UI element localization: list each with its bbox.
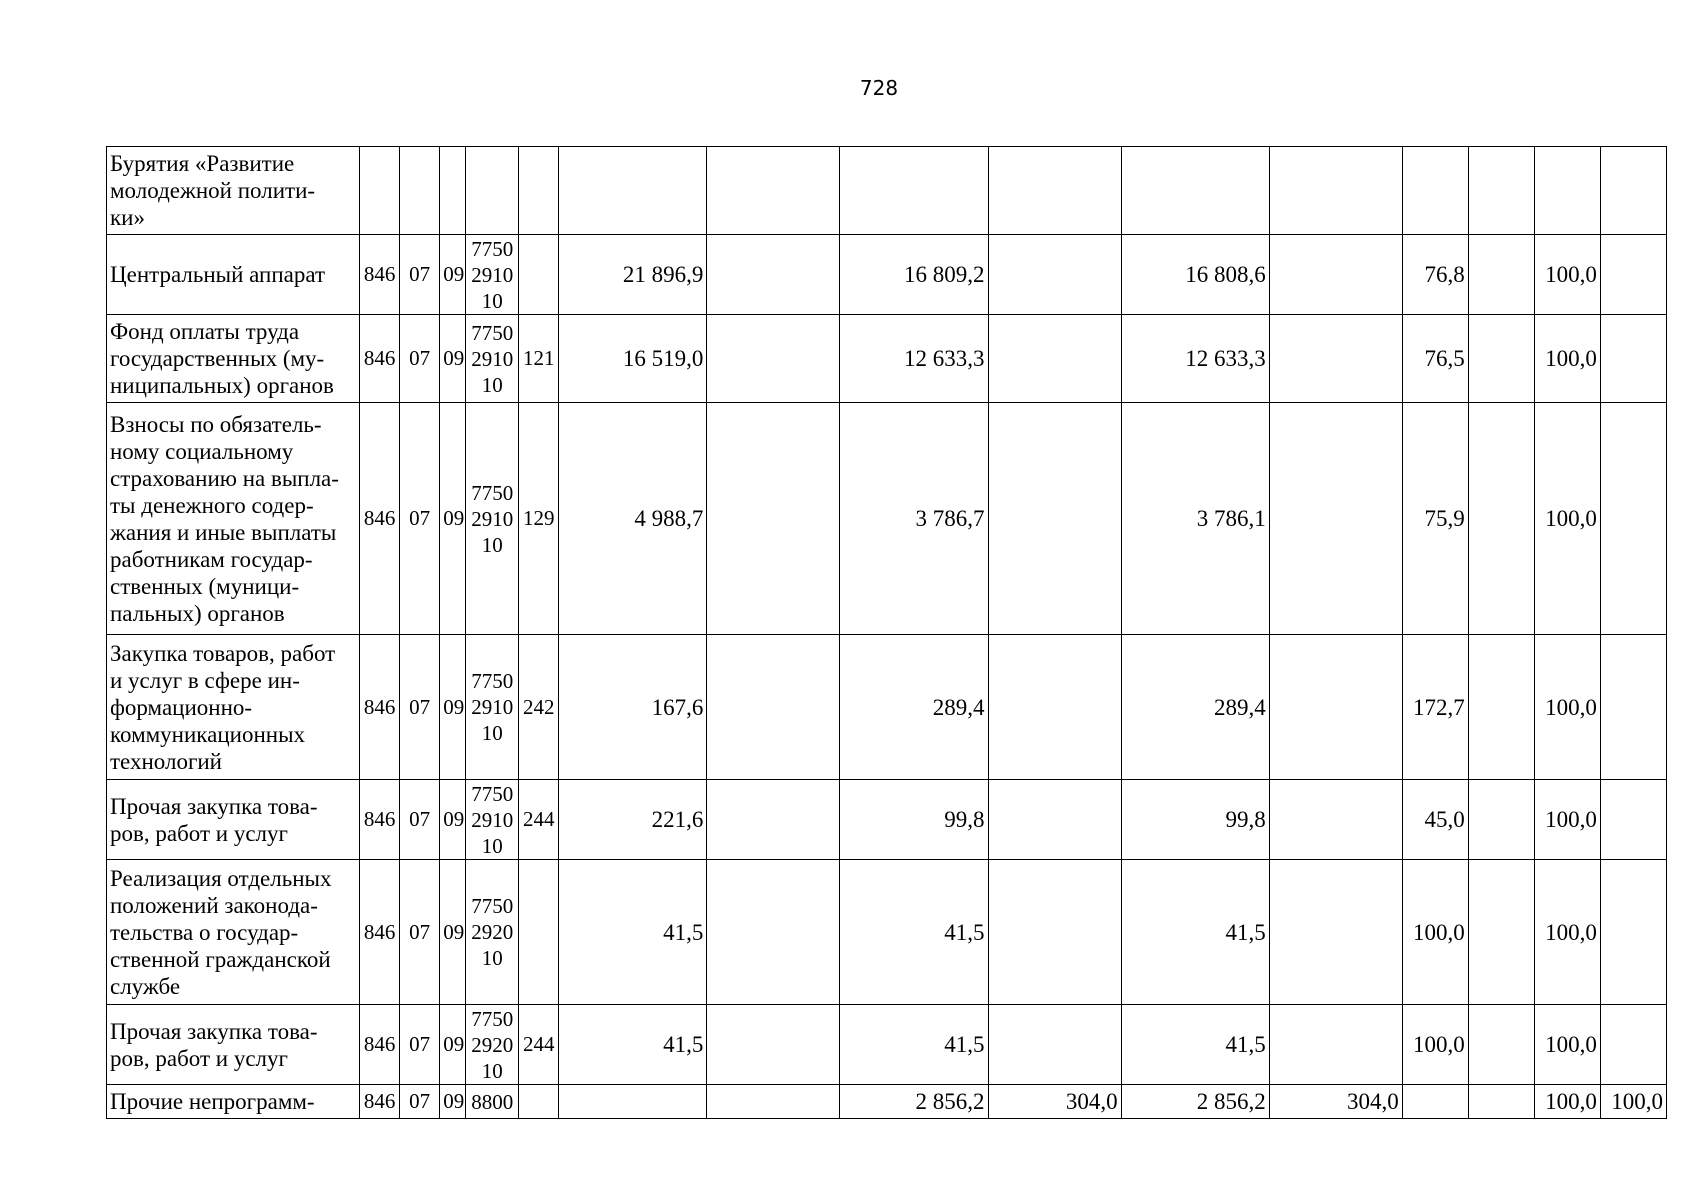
percent-cell [1600,147,1666,235]
target-article-cell [466,1005,519,1085]
percent-cell [1468,403,1534,635]
percent-cell: 100,0 [1534,235,1600,315]
value-cell [840,147,988,235]
percent-cell: 76,8 [1402,235,1468,315]
target-article-part: 7750 [471,781,514,806]
value-cell: 41,5 [559,1005,707,1085]
value-cell: 221,6 [559,780,707,860]
target-article-part: 10 [481,288,503,313]
percent-cell [1600,235,1666,315]
percent-cell [1402,1085,1468,1119]
value-cell [1269,315,1402,403]
value-cell [988,860,1121,1005]
value-cell: 167,6 [559,635,707,780]
percent-cell [1468,1005,1534,1085]
section-code-cell: 07 [400,860,440,1005]
percent-cell [1402,147,1468,235]
value-cell: 304,0 [1269,1085,1402,1119]
percent-cell [1534,147,1600,235]
name-line: государственных (му- [110,346,325,371]
section-code-cell: 07 [400,1085,440,1119]
value-cell [1269,860,1402,1005]
value-cell: 16 519,0 [559,315,707,403]
row-name [107,860,360,1005]
percent-cell: 100,0 [1534,635,1600,780]
name-line: Фонд оплаты труда [110,319,300,344]
target-article-cell [466,780,519,860]
table-row [107,147,1667,235]
target-article-part: 10 [481,946,503,970]
percent-cell [1600,860,1666,1005]
expense-type-cell: 129 [519,403,559,635]
value-cell [559,1085,707,1119]
value-cell: 3 786,1 [1121,403,1269,635]
percent-cell [1468,860,1534,1005]
percent-cell: 75,9 [1402,403,1468,635]
section-code-cell: 07 [400,315,440,403]
grbs-code-cell: 846 [360,860,400,1005]
target-article-part: 2910 [471,506,514,531]
target-article-cell [466,147,519,235]
percent-cell: 100,0 [1534,315,1600,403]
percent-cell [1600,780,1666,860]
expense-type-cell: 244 [519,780,559,860]
target-article-cell [466,635,519,780]
value-cell [707,147,840,235]
name-line: Прочая закупка това- [110,793,318,819]
section-code-cell: 07 [400,1005,440,1085]
percent-cell: 76,5 [1402,315,1468,403]
table-row [107,235,1667,315]
table-row [107,860,1667,1005]
value-cell [707,315,840,403]
name-line: Прочая закупка това- [110,1018,318,1044]
expense-type-cell [519,235,559,315]
value-cell [1269,147,1402,235]
page-number: 728 [859,76,899,100]
expense-type-cell: 121 [519,315,559,403]
value-cell: 4 988,7 [559,403,707,635]
value-cell: 304,0 [988,1085,1121,1119]
table-row [107,780,1667,860]
value-cell: 41,5 [840,1005,988,1085]
target-article-cell [466,860,519,1005]
value-cell: 41,5 [559,860,707,1005]
percent-cell [1468,1085,1534,1119]
expense-type-cell [519,147,559,235]
value-cell [988,235,1121,315]
name-line: страхованию на выпла- [110,465,339,491]
value-cell: 16 809,2 [840,235,988,315]
table-row [107,403,1667,635]
value-cell: 41,5 [1121,1005,1269,1085]
row-name [107,403,360,635]
name-line: жания и иные выплаты [110,519,337,545]
name-line: службе [110,973,181,999]
subsection-code-cell: 09 [440,235,466,315]
name-line: Закупка товаров, работ [110,640,336,666]
value-cell [1121,147,1269,235]
target-article-part: 8800 [471,1089,514,1114]
name-line: Взносы по обязатель- [110,411,322,437]
name-line: Реализация отдельных [110,865,332,891]
percent-cell: 100,0 [1534,860,1600,1005]
value-cell [707,1085,840,1119]
target-article-part: 7750 [471,894,514,918]
value-cell [988,635,1121,780]
table-row [107,315,1667,403]
target-article-part: 10 [481,721,503,745]
name-line: коммуникационных [110,721,306,747]
section-code-cell: 07 [400,635,440,780]
name-line: ров, работ и услуг [110,1045,288,1071]
percent-cell [1468,635,1534,780]
value-cell: 289,4 [1121,635,1269,780]
name-line: ров, работ и услуг [110,820,288,846]
value-cell: 3 786,7 [840,403,988,635]
budget-execution-table [106,146,1667,1119]
target-article-part: 10 [481,833,503,858]
name-line: формационно- [110,694,253,720]
expense-type-cell [519,1085,559,1119]
expense-type-cell: 242 [519,635,559,780]
expense-type-cell [519,860,559,1005]
percent-cell [1600,315,1666,403]
expense-type-cell: 244 [519,1005,559,1085]
percent-cell [1468,315,1534,403]
percent-cell: 100,0 [1534,1005,1600,1085]
value-cell [988,1005,1121,1085]
name-line: Прочие непрограмм- [110,1089,315,1114]
target-article-part: 7750 [471,1006,514,1031]
target-article-cell [466,315,519,403]
percent-cell: 100,0 [1600,1085,1666,1119]
name-line: пальных) органов [110,600,285,626]
value-cell: 99,8 [840,780,988,860]
value-cell [1269,1005,1402,1085]
value-cell [1269,635,1402,780]
value-cell: 41,5 [1121,860,1269,1005]
grbs-code-cell [360,147,400,235]
name-line: и услуг в сфере ин- [110,667,300,693]
target-article-part: 2910 [471,807,514,832]
value-cell [988,780,1121,860]
value-cell: 12 633,3 [840,315,988,403]
value-cell [707,403,840,635]
name-line: Центральный аппарат [110,262,326,287]
value-cell: 12 633,3 [1121,315,1269,403]
name-line: ственной гражданской [110,946,331,972]
section-code-cell: 07 [400,780,440,860]
row-name [107,315,360,403]
table-row [107,635,1667,780]
percent-cell: 100,0 [1534,403,1600,635]
target-article-part: 2910 [471,346,514,371]
value-cell: 16 808,6 [1121,235,1269,315]
subsection-code-cell: 09 [440,1005,466,1085]
section-code-cell: 07 [400,403,440,635]
grbs-code-cell: 846 [360,403,400,635]
percent-cell [1600,403,1666,635]
name-line: технологий [110,748,222,774]
name-line: тельства о государ- [110,919,299,945]
subsection-code-cell: 09 [440,1085,466,1119]
target-article-part: 2920 [471,1032,514,1057]
value-cell: 2 856,2 [1121,1085,1269,1119]
value-cell [707,780,840,860]
grbs-code-cell: 846 [360,1085,400,1119]
subsection-code-cell [440,147,466,235]
percent-cell [1468,147,1534,235]
row-name [107,1005,360,1085]
value-cell: 2 856,2 [840,1085,988,1119]
percent-cell [1600,635,1666,780]
grbs-code-cell: 846 [360,235,400,315]
percent-cell [1468,780,1534,860]
section-code-cell: 07 [400,235,440,315]
value-cell [707,635,840,780]
name-line: ниципальных) органов [110,373,334,398]
percent-cell: 100,0 [1402,1005,1468,1085]
target-article-part: 7750 [471,669,514,693]
percent-cell [1468,235,1534,315]
row-name [107,147,360,235]
grbs-code-cell: 846 [360,780,400,860]
percent-cell: 100,0 [1534,780,1600,860]
target-article-part: 2920 [471,920,514,944]
value-cell [559,147,707,235]
percent-cell: 100,0 [1534,1085,1600,1119]
name-line: Бурятия «Развитие [110,151,295,176]
target-article-part: 10 [481,372,503,397]
value-cell: 289,4 [840,635,988,780]
target-article-part: 10 [481,532,503,557]
value-cell: 99,8 [1121,780,1269,860]
target-article-part: 10 [481,1058,503,1083]
name-line: ки» [110,205,145,230]
name-line: работникам государ- [110,546,313,572]
value-cell [707,235,840,315]
name-line: ственных (муници- [110,573,300,599]
percent-cell: 45,0 [1402,780,1468,860]
target-article-part: 7750 [471,480,514,505]
subsection-code-cell: 09 [440,860,466,1005]
target-article-part: 2910 [471,695,514,719]
name-line: положений законода- [110,892,318,918]
target-article-part: 2910 [471,262,514,287]
row-name [107,780,360,860]
row-name [107,1085,360,1119]
grbs-code-cell: 846 [360,315,400,403]
name-line: молодежной полити- [110,178,316,203]
subsection-code-cell: 09 [440,403,466,635]
row-name [107,635,360,780]
name-line: ному социальному [110,438,294,464]
percent-cell [1600,1005,1666,1085]
target-article-cell [466,1085,519,1119]
grbs-code-cell: 846 [360,635,400,780]
value-cell: 21 896,9 [559,235,707,315]
table-row [107,1005,1667,1085]
target-article-cell [466,235,519,315]
target-article-cell [466,403,519,635]
percent-cell: 172,7 [1402,635,1468,780]
value-cell [988,315,1121,403]
value-cell [707,1005,840,1085]
value-cell [988,403,1121,635]
value-cell [707,860,840,1005]
grbs-code-cell: 846 [360,1005,400,1085]
table-row [107,1085,1667,1119]
name-line: ты денежного содер- [110,492,314,518]
target-article-part: 7750 [471,320,514,345]
value-cell [1269,780,1402,860]
value-cell: 41,5 [840,860,988,1005]
value-cell [988,147,1121,235]
value-cell [1269,235,1402,315]
target-article-part: 7750 [471,236,514,261]
subsection-code-cell: 09 [440,780,466,860]
value-cell [1269,403,1402,635]
percent-cell: 100,0 [1402,860,1468,1005]
subsection-code-cell: 09 [440,635,466,780]
subsection-code-cell: 09 [440,315,466,403]
row-name [107,235,360,315]
section-code-cell [400,147,440,235]
